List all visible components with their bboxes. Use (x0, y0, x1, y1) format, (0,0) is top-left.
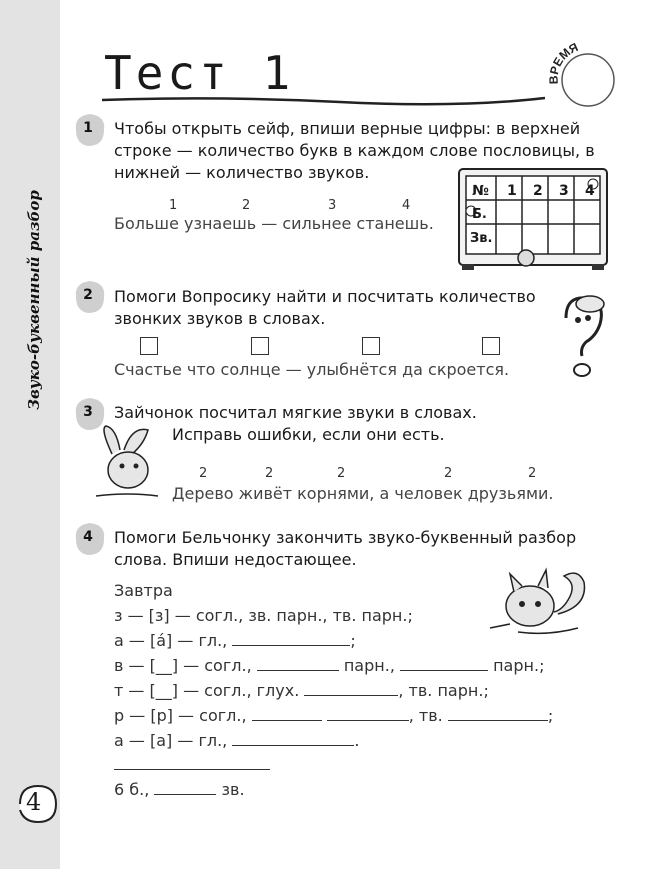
proverb: Счастье что солнце — улыбнётся да скроется. (114, 360, 510, 379)
task3-instruction-line1: Зайчонок посчитал мягкие звуки в словах. (114, 403, 477, 422)
task4-instruction: Помоги Бельчонку закончить звуко-буквенный разбор слова. Впиши недостающее. (114, 528, 577, 569)
soft-sound-digit: 2 (337, 466, 346, 481)
answer-blank[interactable] (232, 631, 350, 646)
task3-instruction-line2: Исправь ошибки, если они есть. (172, 425, 445, 444)
analysis-line-6: а — [а] — гл., . (114, 731, 360, 750)
answer-box[interactable] (140, 337, 158, 355)
answer-blank[interactable] (448, 706, 548, 721)
analysis-line-5: р — [р] — согл., , тв. ; (114, 706, 554, 725)
answer-box[interactable] (362, 337, 380, 355)
analysis-line-text: р — [р] — согл., (114, 706, 247, 725)
soft-sound-digit: 2 (265, 466, 274, 481)
safe-header-cell: 4 (585, 183, 595, 199)
bunny-icon (92, 424, 164, 500)
answer-blank[interactable] (327, 706, 409, 721)
proverb: Дерево живёт корнями, а человек друзьями. (172, 484, 554, 503)
answer-blank[interactable] (400, 656, 488, 671)
side-strip (0, 0, 60, 869)
squirrel-icon (488, 566, 596, 646)
time-label: ВРЕМЯ (546, 40, 581, 85)
answer-blank[interactable] (252, 706, 322, 721)
analysis-line-1 (114, 606, 413, 625)
safe-row-label: Б. (472, 207, 487, 222)
letter-count-digit: 4 (402, 198, 411, 213)
task-number: 1 (83, 120, 93, 136)
task1-instruction: Чтобы открыть сейф, впиши верные цифры: в верхней строке — количество букв в каждом слове пословицы, в нижней — количество звуков. (114, 119, 595, 182)
analysis-line-text: а — [а] — гл., (114, 731, 228, 750)
summary-divider (114, 769, 270, 770)
summary-line: 6 б., зв. (114, 780, 245, 799)
answer-box[interactable] (251, 337, 269, 355)
analysis-line-text: т — [__] — согл., глух. (114, 681, 300, 700)
analysis-line-2: а — [á] — гл., ; (114, 631, 356, 650)
analysis-line-text: а — [á] — гл., (114, 631, 228, 650)
answer-box[interactable] (482, 337, 500, 355)
question-mark-character-icon (552, 290, 612, 382)
analysis-line-3: в — [__] — согл., парн., парн.; (114, 656, 545, 675)
task-number: 4 (83, 529, 93, 545)
answer-blank[interactable] (257, 656, 339, 671)
letter-count-digit: 3 (328, 198, 337, 213)
soft-sound-digit: 2 (528, 466, 537, 481)
analysis-line-4: т — [__] — согл., глух. , тв. парн.; (114, 681, 489, 700)
answer-blank[interactable] (154, 780, 216, 795)
analysis-line-text: в — [__] — согл., (114, 656, 252, 675)
soft-sound-digit: 2 (444, 466, 453, 481)
letter-count-digit: 1 (169, 198, 178, 213)
section-label: Звуко-буквенный разбор (25, 190, 43, 410)
task2-instruction: Помоги Вопросику найти и посчитать количество звонких звуков в словах. (114, 287, 536, 328)
title-underline (100, 90, 550, 110)
task-number: 2 (83, 287, 93, 303)
safe-header-cell: 3 (559, 183, 569, 199)
safe-row-label: Зв. (470, 231, 493, 246)
answer-blank[interactable] (304, 681, 398, 696)
letter-count-digit: 2 (242, 198, 251, 213)
soft-sound-digit: 2 (199, 466, 208, 481)
safe-header-cell: 2 (533, 183, 543, 199)
page-number: 4 (26, 788, 42, 816)
time-circle-icon (540, 40, 620, 110)
answer-blank[interactable] (232, 731, 354, 746)
task-number: 3 (83, 404, 93, 420)
safe-header-cell: 1 (507, 183, 517, 199)
analysis-word: Завтра (114, 581, 173, 600)
safe-header-cell: № (472, 183, 489, 199)
page-title: Тест 1 (104, 46, 295, 100)
analysis-line-text: з — [з] — согл., зв. парн., тв. парн.; (114, 606, 413, 625)
proverb: Больше узнаешь — сильнее станешь. (114, 214, 434, 233)
